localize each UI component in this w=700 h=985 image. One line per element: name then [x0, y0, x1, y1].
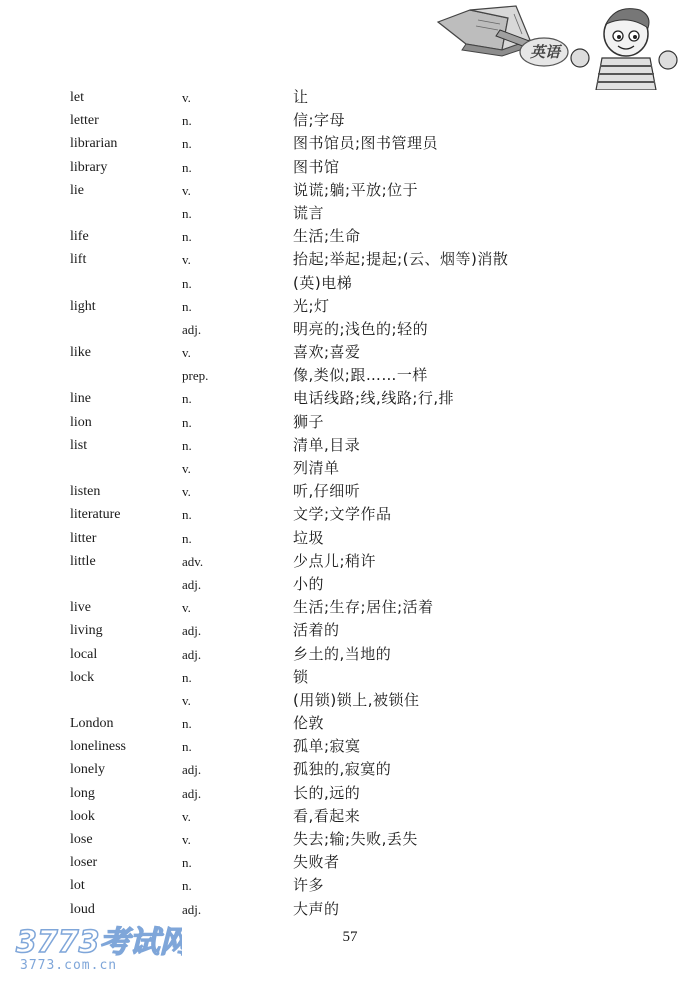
- vocab-word: like: [70, 345, 91, 361]
- vocab-word: local: [70, 646, 98, 662]
- watermark-logo-text: 3773考试网: [16, 925, 182, 960]
- vocab-part-of-speech: n.: [182, 739, 192, 755]
- vocab-part-of-speech: n.: [182, 507, 192, 523]
- vocab-word: lonely: [70, 762, 105, 778]
- vocab-word: library: [70, 159, 108, 175]
- vocab-part-of-speech: n.: [182, 229, 192, 245]
- vocab-part-of-speech: adj.: [182, 321, 202, 337]
- vocab-word: loser: [70, 855, 98, 871]
- vocab-meaning: 伦敦: [293, 714, 325, 733]
- vocab-entry: [70, 550, 630, 573]
- vocab-word: letter: [70, 113, 99, 129]
- vocab-part-of-speech: v.: [182, 832, 191, 847]
- vocab-meaning: 图书馆: [293, 157, 340, 176]
- vocab-entry: [70, 527, 630, 550]
- vocab-entry: [70, 411, 630, 434]
- vocab-word: lift: [70, 252, 87, 268]
- subject-label: 英语: [529, 43, 560, 61]
- vocab-entry: [70, 202, 630, 225]
- vocab-word: look: [70, 808, 95, 824]
- vocab-entry: [70, 643, 630, 666]
- vocab-meaning: 谎言: [293, 203, 325, 222]
- vocab-word: living: [70, 623, 103, 639]
- vocab-word: lie: [70, 182, 84, 198]
- vocab-part-of-speech: n.: [182, 159, 192, 175]
- watermark-url: 3773.com.cn: [20, 958, 118, 973]
- vocab-meaning: 看,看起来: [293, 806, 361, 825]
- vocab-word: lock: [70, 669, 95, 685]
- vocab-entry: [70, 851, 630, 874]
- vocab-entry: [70, 457, 630, 480]
- vocab-entry: [70, 666, 630, 689]
- vocab-entry: [70, 596, 630, 619]
- vocab-entry: [70, 874, 630, 897]
- vocab-word: lot: [70, 878, 85, 894]
- vocab-meaning: 生活;生命: [293, 227, 361, 246]
- vocab-entry: [70, 619, 630, 642]
- vocab-part-of-speech: adv.: [182, 553, 204, 569]
- vocab-entry: [70, 758, 630, 781]
- vocab-meaning: 听,仔细听: [293, 482, 361, 501]
- vocab-part-of-speech: v.: [182, 182, 191, 198]
- vocab-entry: [70, 132, 630, 155]
- vocab-word: little: [70, 553, 96, 569]
- vocab-word: lion: [70, 414, 92, 430]
- vocab-entry: [70, 573, 630, 596]
- vocab-part-of-speech: n.: [182, 136, 192, 152]
- vocab-part-of-speech: n.: [182, 205, 192, 221]
- vocab-meaning: 乡土的,当地的: [293, 644, 392, 663]
- vocab-meaning: 明亮的;浅色的;轻的: [293, 319, 429, 338]
- vocabulary-list: [70, 86, 630, 921]
- vocab-meaning: 光;灯: [293, 296, 330, 315]
- vocab-entry: [70, 156, 630, 179]
- vocab-part-of-speech: v.: [182, 692, 191, 708]
- vocab-entry: [70, 782, 630, 805]
- vocab-part-of-speech: v.: [182, 90, 191, 105]
- vocab-meaning: 电话线路;线,线路;行,排: [293, 389, 455, 408]
- vocab-entry: [70, 480, 630, 503]
- vocab-word: live: [70, 600, 91, 616]
- vocab-entry: [70, 225, 630, 248]
- vocab-word: long: [70, 785, 95, 801]
- vocab-part-of-speech: prep.: [182, 368, 209, 384]
- vocab-meaning: 清单,目录: [293, 435, 361, 454]
- vocab-part-of-speech: v.: [182, 808, 191, 824]
- vocab-part-of-speech: adj.: [182, 785, 202, 801]
- vocab-meaning: 像,类似;跟……一样: [293, 366, 428, 385]
- vocab-meaning: 失去;输;失败,丢失: [293, 830, 418, 848]
- page-number: 57: [342, 929, 358, 945]
- vocab-part-of-speech: adj.: [182, 623, 202, 639]
- vocab-part-of-speech: adj.: [182, 646, 202, 662]
- vocab-part-of-speech: v.: [182, 252, 191, 268]
- vocab-part-of-speech: n.: [182, 113, 192, 129]
- vocab-meaning: 长的,远的: [293, 783, 361, 802]
- vocab-part-of-speech: n.: [182, 414, 192, 430]
- vocab-entry: [70, 689, 630, 712]
- vocab-meaning: 狮子: [293, 412, 325, 431]
- vocab-part-of-speech: adj.: [182, 762, 202, 778]
- vocab-entry: [70, 86, 630, 109]
- vocab-entry: [70, 828, 630, 851]
- vocab-meaning: 大声的: [293, 899, 340, 918]
- vocab-part-of-speech: n.: [182, 391, 192, 407]
- vocab-entry: [70, 295, 630, 318]
- vocab-part-of-speech: adj.: [182, 576, 202, 592]
- vocab-part-of-speech: n.: [182, 275, 192, 291]
- vocab-meaning: 小的: [293, 574, 325, 593]
- vocab-meaning: 失败者: [293, 853, 340, 872]
- vocab-meaning: 让: [293, 88, 309, 106]
- vocab-entry: [70, 109, 630, 132]
- vocab-meaning: 许多: [293, 876, 325, 895]
- vocab-part-of-speech: v.: [182, 461, 191, 476]
- vocab-meaning: 活着的: [293, 621, 340, 640]
- vocab-entry: [70, 805, 630, 828]
- vocab-word: listen: [70, 484, 101, 500]
- vocab-meaning: 垃圾: [293, 528, 325, 547]
- vocab-meaning: 信;字母: [293, 111, 346, 130]
- vocab-entry: [70, 712, 630, 735]
- vocab-word: London: [70, 716, 114, 732]
- vocab-word: librarian: [70, 136, 118, 152]
- vocab-word: lose: [70, 832, 93, 847]
- vocab-entry: [70, 364, 630, 387]
- vocab-word: litter: [70, 530, 97, 546]
- vocab-word: list: [70, 437, 88, 453]
- vocab-meaning: 孤单;寂寞: [293, 737, 361, 756]
- vocab-part-of-speech: n.: [182, 530, 192, 546]
- vocab-word: line: [70, 391, 91, 407]
- vocab-entry: [70, 318, 630, 341]
- vocab-entry: [70, 387, 630, 410]
- vocab-meaning: 喜欢;喜爱: [293, 343, 361, 362]
- vocab-entry: [70, 179, 630, 202]
- vocab-meaning: (英)电梯: [293, 273, 353, 292]
- vocab-word: loneliness: [70, 739, 126, 755]
- vocab-part-of-speech: adj.: [182, 901, 202, 917]
- vocab-entry: [70, 248, 630, 271]
- vocab-part-of-speech: n.: [182, 437, 192, 453]
- vocab-meaning: 抬起;举起;提起;(云、烟等)消散: [293, 250, 509, 269]
- vocab-word: literature: [70, 507, 121, 523]
- vocab-entry: [70, 503, 630, 526]
- vocab-word: light: [70, 298, 96, 314]
- vocab-part-of-speech: n.: [182, 878, 192, 894]
- vocab-meaning: 生活;生存;居住;活着: [293, 598, 434, 617]
- vocab-part-of-speech: n.: [182, 716, 192, 732]
- vocab-part-of-speech: n.: [182, 669, 192, 685]
- vocab-part-of-speech: v.: [182, 345, 191, 361]
- vocab-meaning: 列清单: [293, 459, 340, 477]
- vocab-word: life: [70, 229, 89, 245]
- vocab-entry: [70, 735, 630, 758]
- vocab-meaning: (用锁)锁上,被锁住: [293, 690, 420, 709]
- vocab-entry: [70, 272, 630, 295]
- vocab-part-of-speech: n.: [182, 855, 192, 871]
- vocab-meaning: 少点儿;稍许: [293, 551, 377, 570]
- vocab-meaning: 锁: [293, 667, 309, 686]
- vocab-meaning: 文学;文学作品: [293, 505, 392, 524]
- vocab-part-of-speech: v.: [182, 484, 191, 500]
- vocab-meaning: 图书馆员;图书管理员: [293, 134, 439, 153]
- vocab-part-of-speech: v.: [182, 600, 191, 616]
- vocab-word: loud: [70, 901, 95, 917]
- vocab-part-of-speech: n.: [182, 298, 192, 314]
- vocab-word: let: [70, 90, 84, 105]
- vocab-meaning: 孤独的,寂寞的: [293, 760, 392, 779]
- vocab-meaning: 说谎;躺;平放;位于: [293, 180, 419, 199]
- vocab-entry: [70, 434, 630, 457]
- vocab-entry: [70, 341, 630, 364]
